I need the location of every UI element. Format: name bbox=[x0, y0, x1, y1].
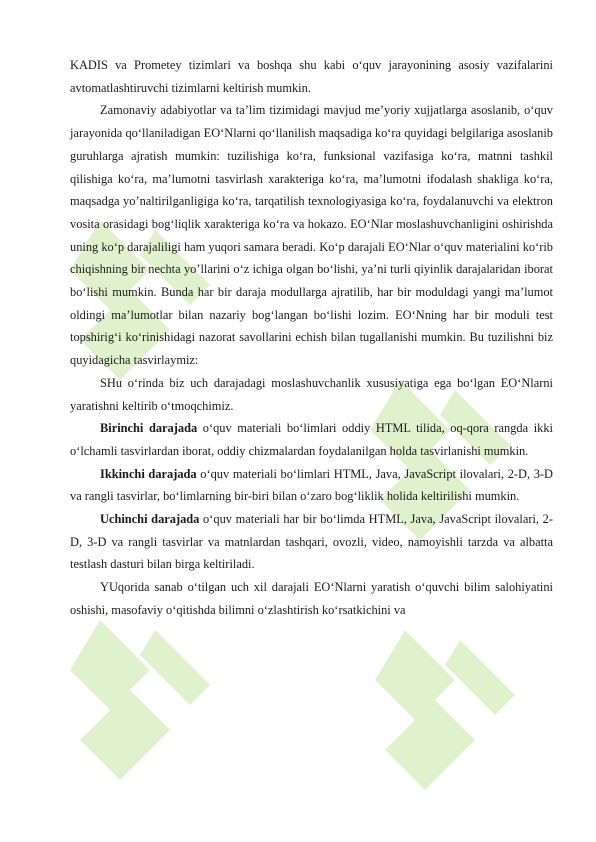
paragraph bbox=[70, 417, 553, 462]
paragraph-body: o‘quv materiali bo‘limlari oddiy HTML tilida, oq-qora rangda ikki o‘lchamli tasvirlardan iborat, oddiy chizmalardan foydalanilgan holda tasvirlanishi mumkin. bbox=[70, 421, 553, 458]
paragraph-heading: Birinchi darajada bbox=[100, 421, 198, 436]
paragraph: KADIS va Prometey tizimlari va boshqa shu kabi o‘quv jarayonining asosiy vazifalarini avtomatlashtiruvchi tizimlarni keltirish mumkin. bbox=[70, 58, 553, 95]
watermark-logo-icon bbox=[60, 610, 220, 800]
paragraph-heading: Ikkinchi darajada bbox=[100, 466, 197, 481]
paragraph: SHu o‘rinda biz uch darajadagi moslashuvchanlik xususiyatiga ega bo‘lgan EO‘Nlarni yaratishni keltirib o‘tmoqchimiz. bbox=[70, 375, 553, 413]
paragraph: Zamonaviy adabiyotlar va ta’lim tizimidagi mavjud me’yoriy xujjatlarga asoslanib, o‘quv jarayonida qo‘llaniladigan EO‘Nlarni qo‘llanilish maqsadiga ko‘ra quyidagi belgilariga asoslanib guruhlarga ajratish mumkin: tuzilishiga ko‘ra, funksional vazifasiga ko‘ra, matnni tashkil qilishiga ko‘ra, ma’lumotni tasvirlash xarakteriga ko‘ra, ma’lumotni ifodalash shakliga ko‘ra, maqsadga yo’naltirilganligiga ko‘ra, tarqatilish texnologiyasiga ko‘ra, foydalanuvchi va elektron vosita orasidagi bog‘liqlik xarakteriga ko‘ra va hokazo. EO‘Nlar moslashuvchanligini oshirishda uning ko‘p darajaliligi ham yuqori samara beradi. Ko‘p darajali EO‘Nlar o‘quv materialini ko‘rib chiqishning bir nechta yo’llarini o‘z ichiga olgan bo‘lishi, ya’ni turli qiyinlik darajalaridan iborat bo‘lishi mumkin. Bunda har bir daraja modullarga ajratilib, har bir moduldagi yangi ma’lumot oldingi ma’lumotlar bilan nazariy bog‘langan bo‘lishi lozim. EO‘Nning har bir moduli test topshirig‘i ko‘rinishidagi nazorat savollarini echish bilan tugallanishi mumkin. Bu tuzilishni biz quyidagicha tasvirlaymiz: bbox=[70, 103, 553, 368]
paragraph: YUqorida sanab o‘tilgan uch xil darajali EO‘Nlarni yaratish o‘quvchi bilim salohiyatini oshishi, masofaviy o‘qitishda bilimni o‘zlashtirish ko‘rsatkichini va bbox=[70, 580, 553, 617]
paragraph-body: o‘quv materiali bo‘limlari HTML, Java, JavaScript ilovalari, 2-D, 3-D va rangli tasvirlar, bo‘limlarning bir-biri bilan o‘zaro bog‘liklik holida keltirilishi mumkin. bbox=[70, 466, 553, 504]
body-text bbox=[70, 54, 553, 622]
paragraph-body: o‘quv materiali har bir bo‘limda HTML, Java, JavaScript ilovalari, 2-D, 3-D va rangli tasvirlar va matnlardan tashqari, ovozli, video, namoyishli tarzda va albatta testlash dasturi bilan birga keltiriladi. bbox=[70, 512, 553, 572]
paragraph bbox=[70, 508, 553, 576]
paragraph bbox=[70, 463, 553, 508]
watermark-logo-icon bbox=[365, 620, 525, 810]
paragraph-heading: Uchinchi darajada bbox=[100, 512, 200, 527]
